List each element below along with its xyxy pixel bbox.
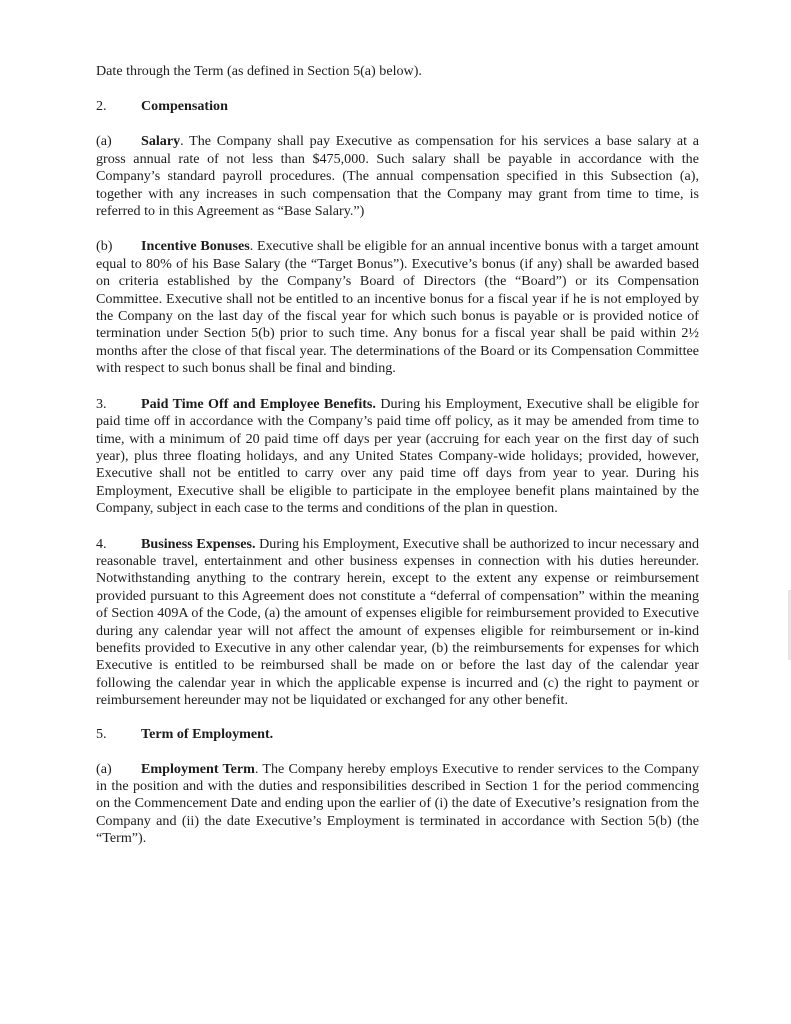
section-2a-paragraph (96, 133, 699, 220)
intro-line: Date through the Term (as defined in Section 5(a) below). (96, 63, 422, 79)
section-2-title: Compensation (141, 98, 228, 115)
section-4-text: During his Employment, Executive shall be authorized to incur necessary and reasonable travel, entertainment and other business expenses in connection with his duties hereunder. Notwithstanding anything to the contrary herein, except to the extent any expense or reimbursement provided pursuant to this Agreement does not constitute a “deferral of compensation” within the meaning of Section 409A of the Code, (a) the amount of expenses eligible for reimbursement provided to Executive during any calendar year will not affect the amount of expenses eligible for reimbursement or in-kind benefits provided to Executive in any other calendar year, (b) the reimbursements for expenses for which Executive is entitled to be reimbursed shall be made on or before the last day of the calendar year following the calendar year in which the applicable expense is incurred and (c) the right to payment or reimbursement hereunder may not be liquidated or exchanged for any other benefit. (96, 535, 699, 709)
section-2-number: 2. (96, 98, 107, 115)
section-2a-title: Salary (141, 133, 181, 150)
section-5-heading (96, 725, 699, 743)
section-2-heading (96, 97, 699, 115)
section-3-text: During his Employment, Executive shall be eligible for paid time off in accordance with the Company’s paid time off policy, as it may be amended from time to time, with a minimum of 20 paid time off days per year (accruing for each year on the first day of such year), plus three floating holidays, and any United States Company-wide holidays; provided, however, Executive shall not be entitled to carry over any paid time off days from year to year. During his Employment, Executive shall be eligible to participate in the employee benefit plans maintained by the Company, subject in each case to the terms and conditions of the plan in question. (96, 395, 699, 517)
section-4-paragraph (96, 536, 699, 710)
section-3-number: 3. (96, 395, 107, 412)
section-5-title: Term of Employment. (141, 725, 274, 742)
section-5a-text: . The Company hereby employs Executive to render services to the Company in the position and with the duties and responsibilities described in Section 1 for the period commencing on the Commencement Date and ending upon the earlier of (i) the date of Executive’s resignation from the Company and (ii) the date Executive’s Employment is terminated in accordance with Section 5(b) (the “Term”). (96, 760, 699, 847)
section-2b-title: Incentive Bonuses (141, 238, 250, 255)
section-2b-text: . Executive shall be eligible for an annual incentive bonus with a target amount equal to 80% of his Base Salary (the “Target Bonus”). Executive’s bonus (if any) shall be awarded based on criteria established by the Company’s Board of Directors (the “Board”) or its Compensation Committee. Executive shall not be entitled to an incentive bonus for a fiscal year if he is not employed by the Company on the last day of the fiscal year for which such bonus is payable or is provided notice of termination under Section 5(b) prior to such time. Any bonus for a fiscal year shall be paid within 2½ months after the close of that fiscal year. The determinations of the Board or its Compensation Committee with respect to such bonus shall be final and binding. (96, 238, 699, 377)
section-2a-label: (a) (96, 133, 112, 150)
section-5a-label: (a) (96, 760, 112, 777)
section-2b-paragraph (96, 238, 699, 377)
section-3-title: Paid Time Off and Employee Benefits. (141, 395, 376, 412)
section-5a-title: Employment Term (141, 760, 255, 777)
section-2b-label: (b) (96, 238, 113, 255)
section-4-number: 4. (96, 535, 107, 552)
section-4-title: Business Expenses. (141, 535, 256, 552)
section-3-paragraph (96, 396, 699, 518)
section-5a-paragraph (96, 761, 699, 848)
section-5-number: 5. (96, 725, 107, 742)
section-2a-text: . The Company shall pay Executive as compensation for his services a base salary at a gross annual rate of not less than $475,000. Such salary shall be payable in accordance with the Company’s standard payroll procedures. (The annual compensation specified in this Subsection (a), together with any increases in such compensation that the Company may grant from time to time, is referred to in this Agreement as “Base Salary.”) (96, 133, 699, 220)
